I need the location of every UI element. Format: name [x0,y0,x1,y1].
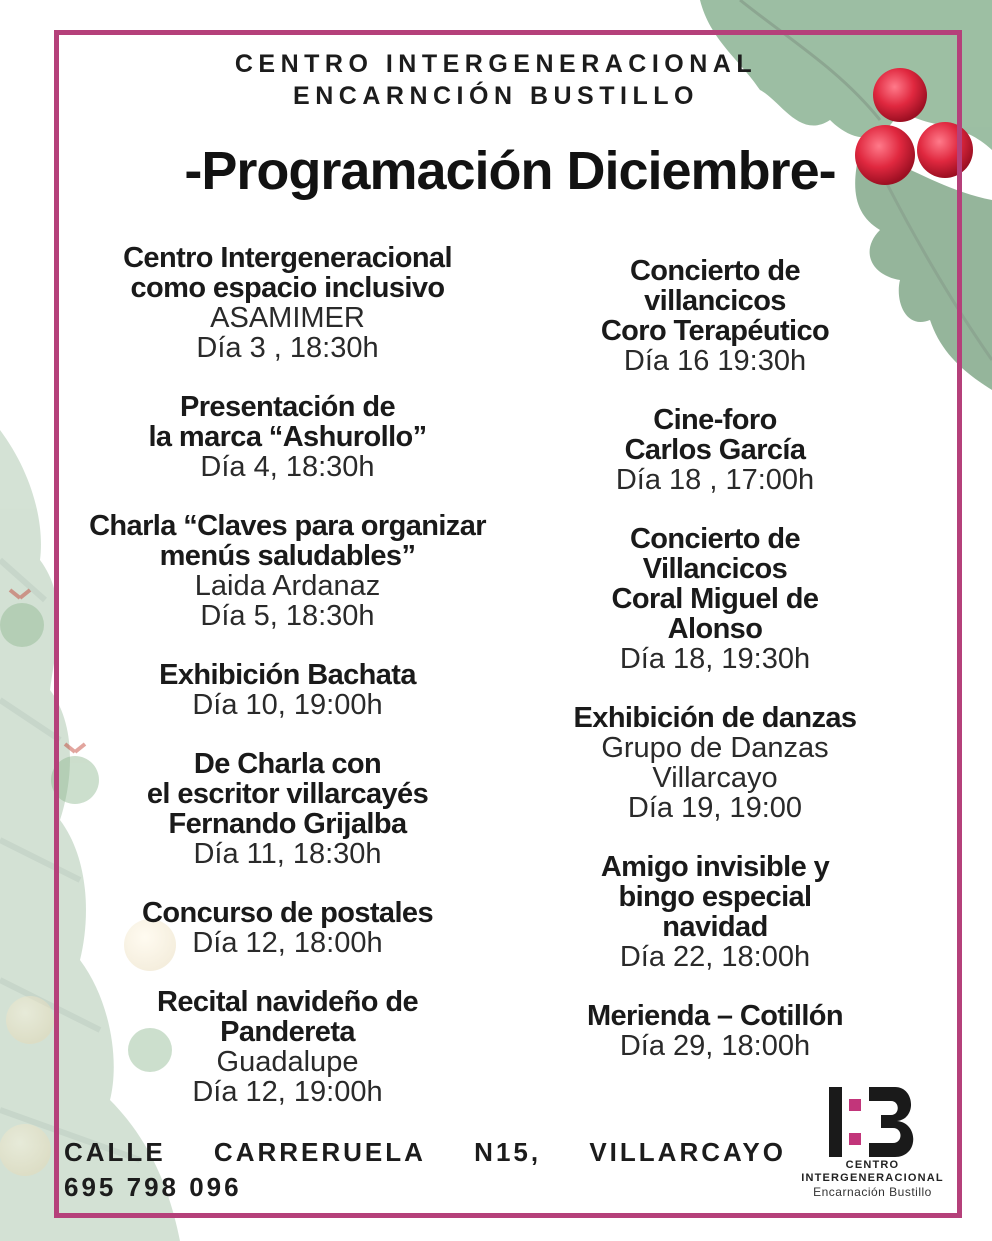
event-detail-line: Día 18 , 17:00h [615,464,815,496]
event-detail-line: Día 10, 19:00h [192,689,383,721]
address-part: VILLARCAYO [589,1137,786,1167]
event-detail-line: Día 12, 18:00h [192,927,383,959]
event-title-line: Fernando Grijalba [168,808,407,840]
event-item [60,898,515,958]
event-title-line: Cine-foro [653,404,777,436]
event-title-line: Coral Miguel de [611,583,819,615]
event-title-line: Recital navideño de [157,986,418,1018]
event-detail-line: Día 16 19:30h [623,345,807,377]
address [64,1137,786,1168]
event-detail-line: Día 3 , 18:30h [196,332,379,364]
event-title-line: Amigo invisible y [600,851,830,883]
center-name-line2: ENCARNCIÓN BUSTILLO [293,82,699,110]
event-item [60,987,515,1107]
event-title-line: De Charla con [193,748,382,780]
event-title-line: Concierto de [629,255,801,287]
header [0,48,992,112]
event-detail-line: Grupo de Danzas [601,732,829,764]
event-detail-line: Día 11, 18:30h [193,838,382,870]
event-title-line: Villancicos [642,553,788,585]
event-item [60,243,515,363]
address-part: N15, [474,1137,542,1167]
event-title-line: Concurso de postales [142,897,433,929]
event-detail-line: Día 29, 18:00h [619,1030,811,1062]
event-detail-line: Guadalupe [216,1046,359,1078]
event-item [60,511,515,631]
event-title-line: Coro Terapéutico [600,315,830,347]
logo-text-line2: INTERGENERACIONAL [801,1172,944,1184]
event-detail-line: Día 12, 19:00h [192,1076,383,1108]
logo-mark-icon [825,1085,921,1159]
event-title-line: Exhibición de danzas [573,702,857,734]
event-item [540,256,890,376]
event-item [540,1001,890,1061]
event-detail-line: Día 5, 18:30h [200,600,375,632]
event-item [540,852,890,972]
event-title-line: Merienda – Cotillón [586,1000,844,1032]
event-title-line: villancicos [644,285,786,317]
center-name-line1: CENTRO INTERGENERACIONAL [234,50,758,78]
event-item [540,405,890,495]
event-item [60,749,515,869]
event-item [540,524,890,674]
event-title-line: Alonso [667,613,763,645]
event-title-line: Concierto de [629,523,801,555]
address-part: CARRERUELA [213,1137,426,1167]
event-title-line: Presentación de [179,391,396,423]
event-detail-line: ASAMIMER [210,302,365,334]
event-title-line: el escritor villarcayés [146,778,429,810]
event-title-line: Carlos García [624,434,806,466]
event-item [60,392,515,482]
event-title-line: Centro Intergeneracional [123,242,452,274]
event-detail-line: Día 19, 19:00 [627,792,803,824]
address-part: CALLE [64,1137,166,1167]
event-title-line: menús saludables” [159,540,416,572]
event-detail-line: Villarcayo [652,762,778,794]
logo-text-line3: Encarnación Bustillo [813,1185,932,1199]
event-detail-line: Día 22, 18:00h [619,941,811,973]
event-title-line: Charla “Claves para organizar [89,510,486,542]
event-title-line: Pandereta [220,1016,355,1048]
event-title-line: navidad [662,911,768,943]
phone-number: 695 798 096 [64,1172,242,1202]
event-title-line: bingo especial [618,881,812,913]
right-event-column [540,256,890,1090]
event-title-line: como espacio inclusivo [130,272,445,304]
event-detail-line: Día 18, 19:30h [619,643,811,675]
event-detail-line: Día 4, 18:30h [200,451,375,483]
page-title: -Programación Diciembre- [184,141,836,201]
event-detail-line: Laida Ardanaz [194,570,381,602]
event-item [60,660,515,720]
event-item [540,703,890,823]
event-title-line: la marca “Ashurollo” [148,421,427,453]
logo-text-line1: CENTRO [845,1159,900,1171]
left-event-column [60,243,515,1136]
event-title-line: Exhibición Bachata [159,659,416,691]
logo [790,1085,955,1200]
